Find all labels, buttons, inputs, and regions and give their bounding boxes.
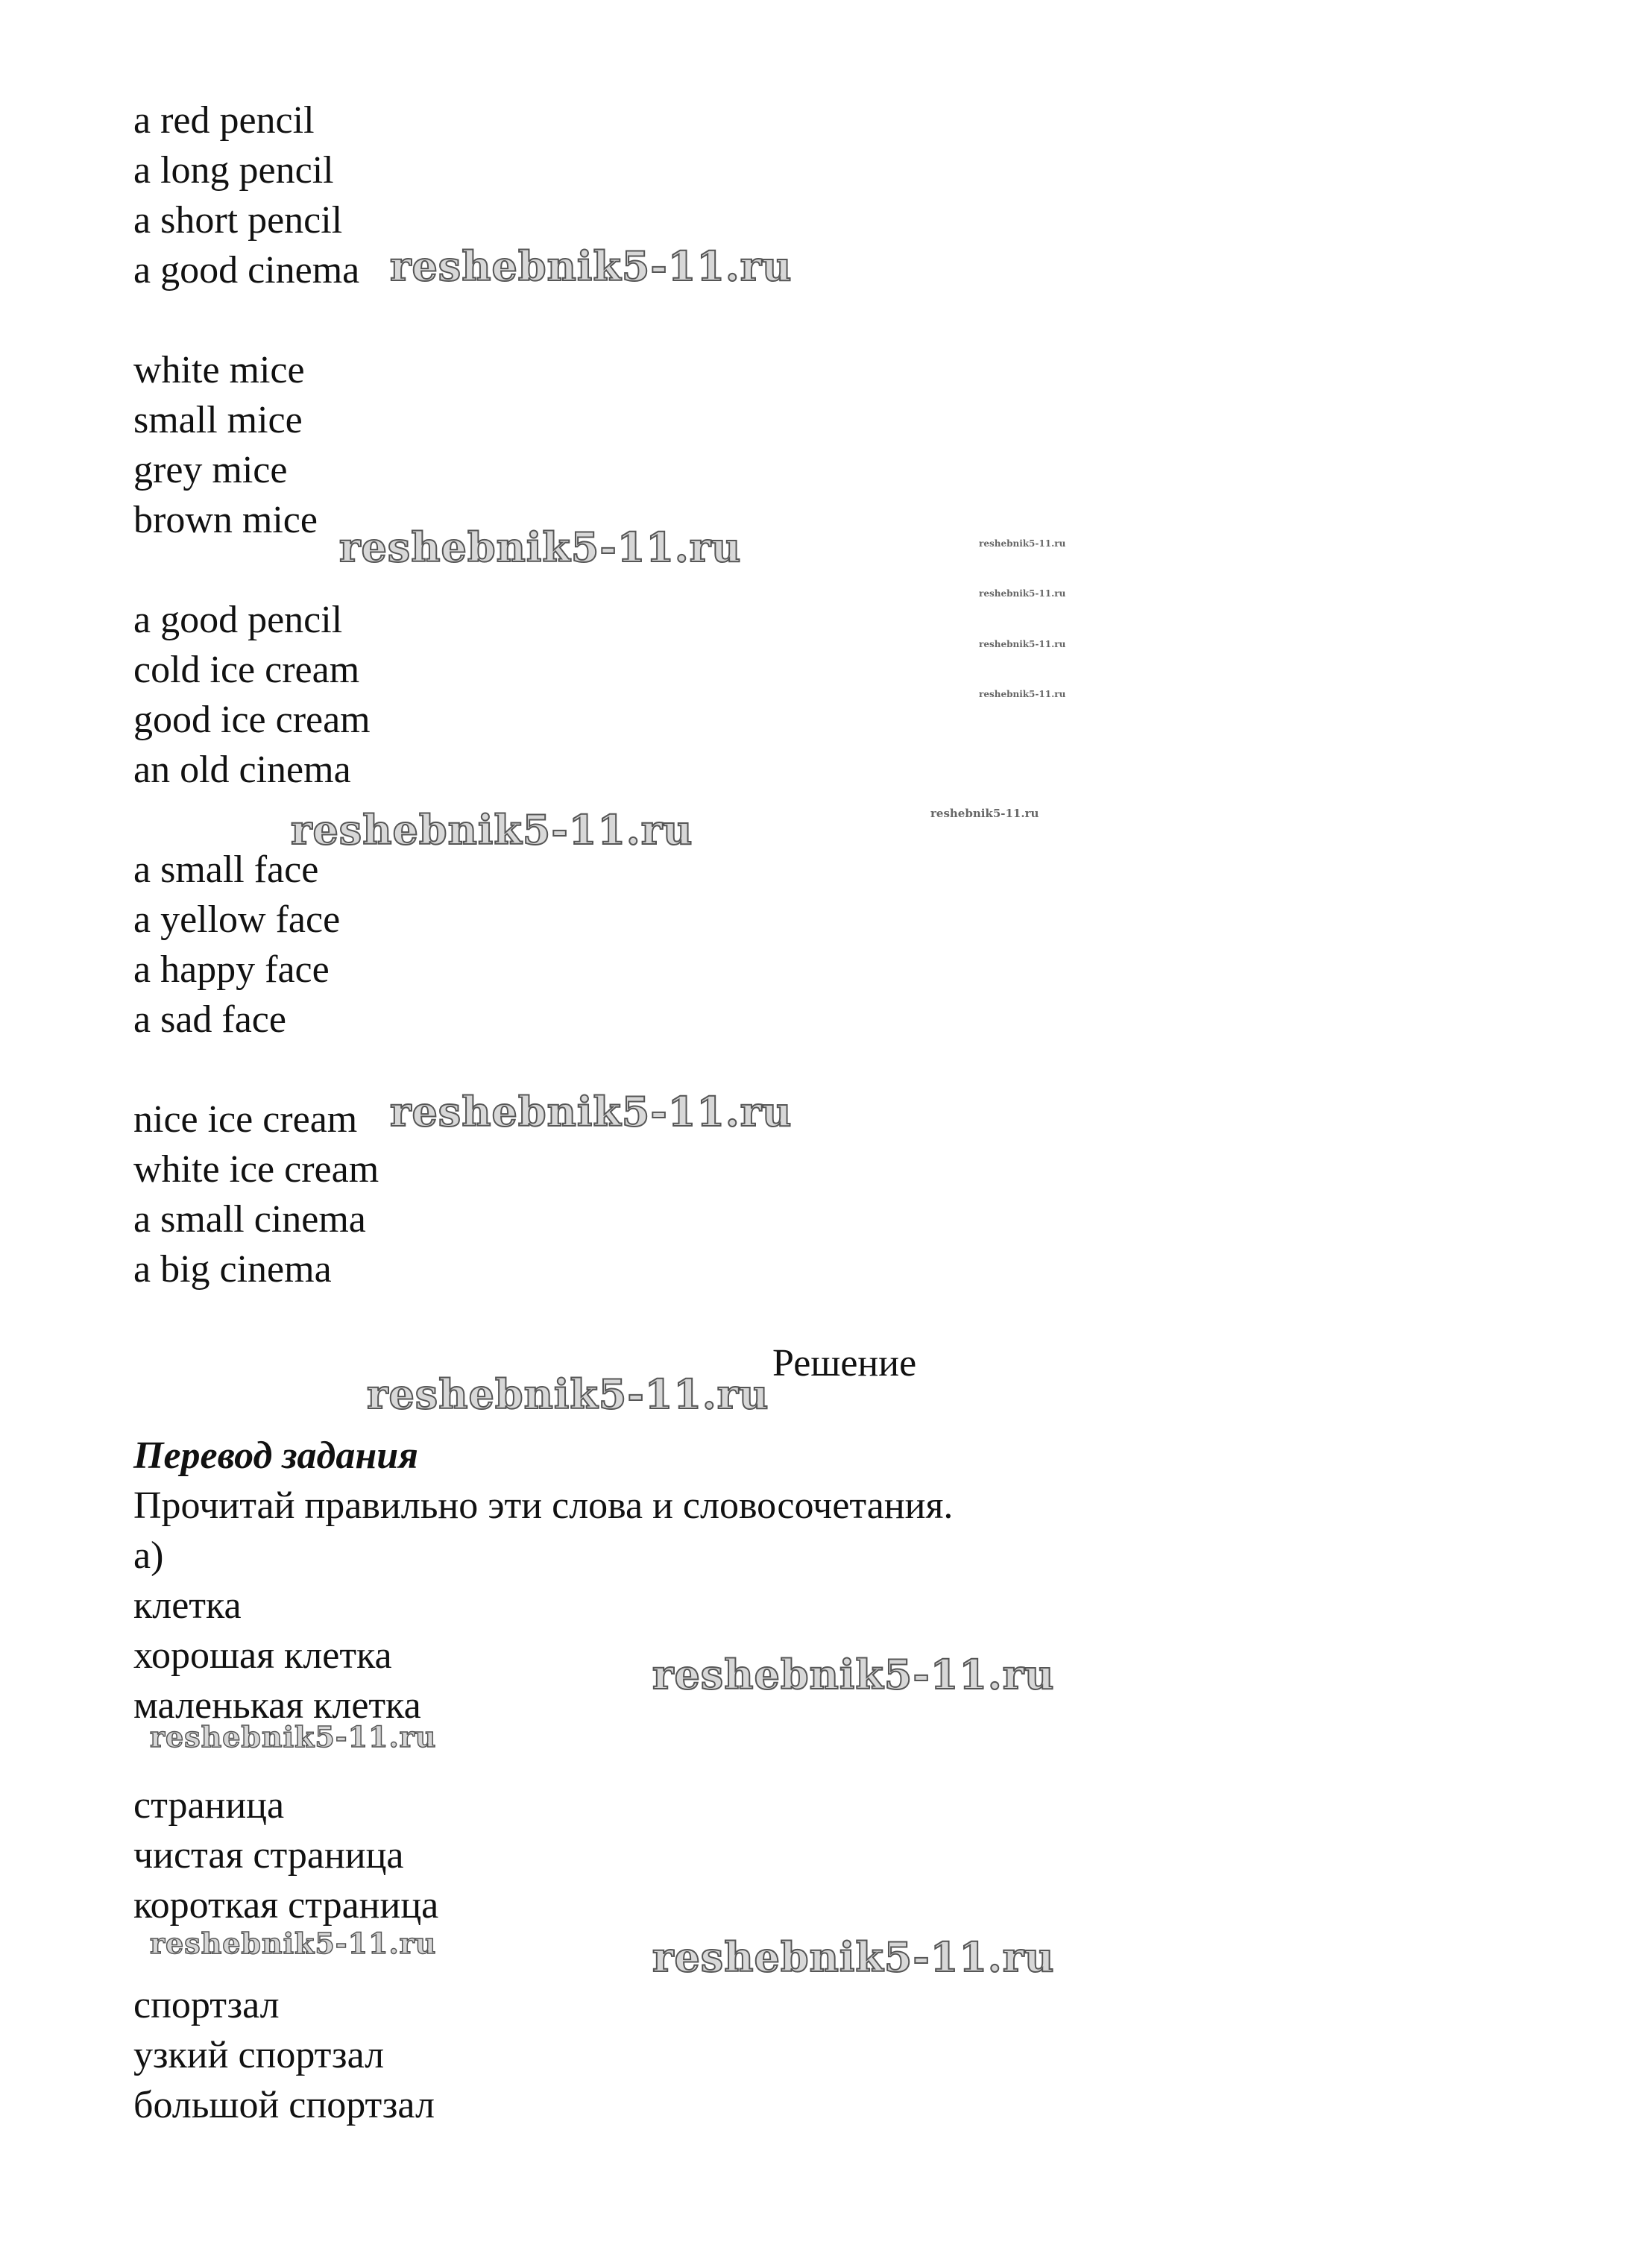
phrase: a short pencil <box>133 199 343 242</box>
phrase: большой спортзал <box>133 2084 435 2126</box>
watermark: reshebnik5-11.ru <box>390 242 793 290</box>
translation-title: Перевод задания <box>133 1434 418 1477</box>
phrase: узкий спортзал <box>133 2034 385 2076</box>
phrase: a small cinema <box>133 1198 366 1241</box>
phrase: клетка <box>133 1584 242 1627</box>
phrase: спортзал <box>133 1984 280 2026</box>
phrase: white ice cream <box>133 1148 379 1191</box>
watermark: reshebnik5-11.ru <box>979 639 1066 649</box>
watermark: reshebnik5-11.ru <box>652 1933 1055 1981</box>
watermark: reshebnik5-11.ru <box>150 1720 437 1754</box>
phrase: a red pencil <box>133 99 315 142</box>
phrase: brown mice <box>133 499 318 541</box>
phrase: white mice <box>133 349 305 391</box>
phrase: small mice <box>133 399 303 441</box>
watermark: reshebnik5-11.ru <box>652 1651 1055 1698</box>
phrase: grey mice <box>133 449 288 491</box>
phrase: маленькая клетка <box>133 1684 421 1727</box>
watermark: reshebnik5-11.ru <box>979 588 1066 599</box>
phrase: хорошая клетка <box>133 1634 392 1677</box>
part-label: а) <box>133 1534 164 1577</box>
translation-instruction: Прочитай правильно эти слова и словосочетания. <box>133 1484 954 1527</box>
phrase: a yellow face <box>133 898 341 941</box>
phrase: a long pencil <box>133 149 334 192</box>
watermark: reshebnik5-11.ru <box>930 807 1039 820</box>
phrase: a small face <box>133 848 319 891</box>
watermark: reshebnik5-11.ru <box>979 538 1066 549</box>
watermark: reshebnik5-11.ru <box>367 1370 769 1418</box>
phrase: cold ice cream <box>133 649 360 691</box>
phrase: an old cinema <box>133 749 351 791</box>
phrase: страница <box>133 1784 285 1827</box>
phrase: a sad face <box>133 998 286 1041</box>
phrase: короткая страница <box>133 1884 439 1927</box>
watermark: reshebnik5-11.ru <box>390 1088 793 1135</box>
solution-heading: Решение <box>772 1342 917 1385</box>
watermark: reshebnik5-11.ru <box>150 1927 437 1960</box>
phrase: a good cinema <box>133 249 360 292</box>
phrase: a good pencil <box>133 599 343 641</box>
phrase: a big cinema <box>133 1248 332 1291</box>
phrase: good ice cream <box>133 699 371 741</box>
phrase: nice ice cream <box>133 1098 358 1141</box>
phrase: чистая страница <box>133 1834 404 1877</box>
watermark: reshebnik5-11.ru <box>291 806 693 854</box>
phrase: a happy face <box>133 948 330 991</box>
watermark: reshebnik5-11.ru <box>979 689 1066 699</box>
watermark: reshebnik5-11.ru <box>339 523 742 571</box>
